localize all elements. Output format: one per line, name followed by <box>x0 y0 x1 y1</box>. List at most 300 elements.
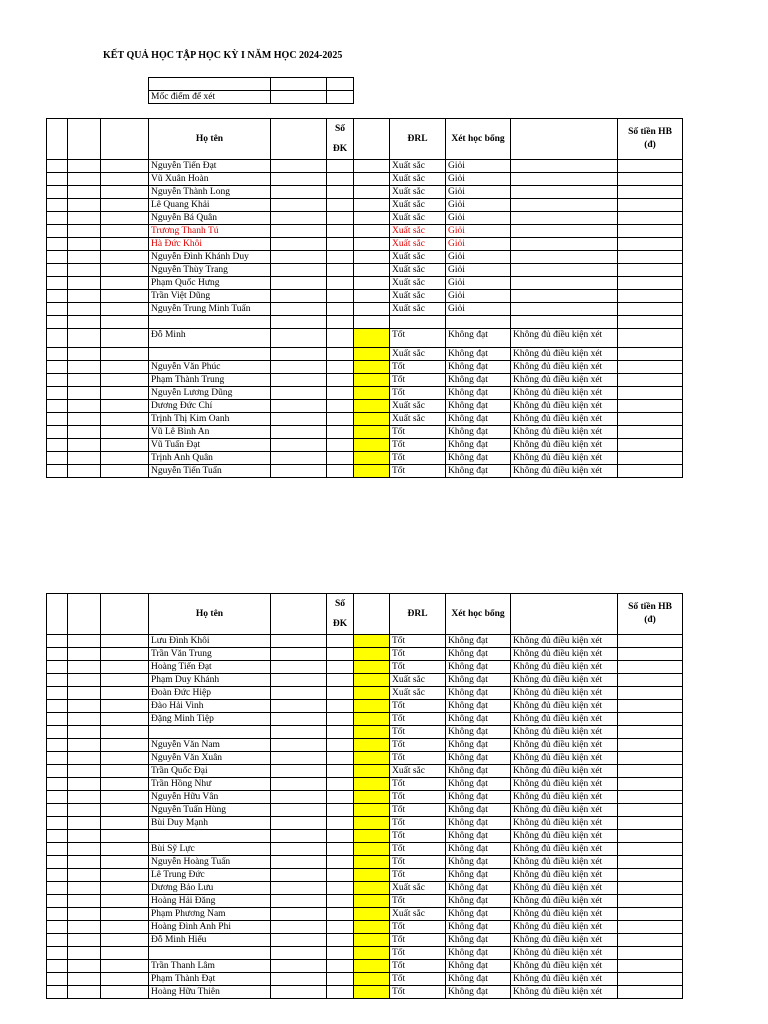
note-cell: Không đủ điều kiện xét <box>511 947 618 960</box>
cell <box>101 348 149 361</box>
student-name-cell: Nguyễn Thành Long <box>149 186 271 199</box>
cell <box>101 934 149 947</box>
student-name-cell: Phạm Thành Trung <box>149 374 271 387</box>
scholarship-result-cell: Không đạt <box>446 648 511 661</box>
table-row <box>47 856 683 869</box>
cell <box>271 908 327 921</box>
highlight-cell <box>354 973 390 986</box>
note-cell <box>511 160 618 173</box>
amount-cell <box>618 212 683 225</box>
cell <box>271 426 327 439</box>
cell <box>47 908 68 921</box>
note-cell: Không đủ điều kiện xét <box>511 700 618 713</box>
table-row <box>47 238 683 251</box>
drl-cell: Tốt <box>390 843 446 856</box>
student-name-cell: Bùi Sỹ Lực <box>149 843 271 856</box>
cell <box>271 290 327 303</box>
amount-cell <box>618 374 683 387</box>
cell <box>68 752 101 765</box>
scholarship-result-cell: Không đạt <box>446 856 511 869</box>
reference-score-table <box>148 77 354 104</box>
cell <box>101 661 149 674</box>
table-row <box>47 960 683 973</box>
so-dk-cell <box>327 348 354 361</box>
cell <box>101 413 149 426</box>
header-dk: ĐK <box>332 619 348 629</box>
table-row <box>47 199 683 212</box>
cell <box>101 830 149 843</box>
cell <box>271 726 327 739</box>
cell <box>47 303 68 316</box>
so-dk-cell <box>327 635 354 648</box>
note-cell <box>511 316 618 329</box>
amount-cell <box>618 687 683 700</box>
so-dk-cell <box>327 921 354 934</box>
cell <box>271 869 327 882</box>
table-row <box>47 752 683 765</box>
cell <box>101 700 149 713</box>
student-name-cell: Nguyễn Văn Xuân <box>149 752 271 765</box>
cell <box>68 791 101 804</box>
drl-cell: Xuất sắc <box>390 277 446 290</box>
so-dk-cell <box>327 264 354 277</box>
highlight-cell <box>354 700 390 713</box>
scholarship-result-cell: Giỏi <box>446 160 511 173</box>
highlight-cell <box>354 752 390 765</box>
note-cell: Không đủ điều kiện xét <box>511 960 618 973</box>
note-cell: Không đủ điều kiện xét <box>511 921 618 934</box>
cell <box>271 238 327 251</box>
note-cell: Không đủ điều kiện xét <box>511 687 618 700</box>
scholarship-result-cell: Không đạt <box>446 674 511 687</box>
note-cell: Không đủ điều kiện xét <box>511 400 618 413</box>
cell <box>47 895 68 908</box>
cell <box>271 78 327 91</box>
table-row <box>47 439 683 452</box>
drl-cell: Tốt <box>390 960 446 973</box>
cell <box>68 387 101 400</box>
drl-cell: Xuất sắc <box>390 186 446 199</box>
cell <box>47 843 68 856</box>
student-name-cell: Đào Hải Vinh <box>149 700 271 713</box>
scholarship-result-cell: Không đạt <box>446 452 511 465</box>
cell <box>271 329 327 348</box>
amount-cell <box>618 277 683 290</box>
cell <box>47 426 68 439</box>
student-name-cell: Nguyễn Tiến Đạt <box>149 160 271 173</box>
so-dk-cell <box>327 160 354 173</box>
note-cell <box>511 238 618 251</box>
table-row <box>47 700 683 713</box>
cell <box>271 986 327 999</box>
highlight-cell <box>354 413 390 426</box>
drl-cell: Xuất sắc <box>390 348 446 361</box>
cell <box>47 648 68 661</box>
cell <box>68 290 101 303</box>
amount-cell <box>618 290 683 303</box>
cell <box>101 160 149 173</box>
so-dk-cell <box>327 329 354 348</box>
cell <box>47 765 68 778</box>
table-row <box>47 765 683 778</box>
cell <box>101 316 149 329</box>
cell <box>47 225 68 238</box>
table-row <box>47 804 683 817</box>
student-name-cell: Trần Quốc Đại <box>149 765 271 778</box>
scholarship-result-cell: Giỏi <box>446 277 511 290</box>
so-dk-cell <box>327 817 354 830</box>
cell <box>271 413 327 426</box>
highlight-cell <box>354 986 390 999</box>
cell <box>47 726 68 739</box>
cell <box>47 173 68 186</box>
amount-cell <box>618 778 683 791</box>
drl-cell: Xuất sắc <box>390 765 446 778</box>
cell <box>47 882 68 895</box>
highlight-cell <box>354 947 390 960</box>
cell <box>68 465 101 478</box>
cell <box>101 173 149 186</box>
student-name-cell: Phạm Duy Khánh <box>149 674 271 687</box>
table-row <box>47 882 683 895</box>
highlight-cell <box>354 843 390 856</box>
reference-label: Mốc điểm để xét <box>149 91 271 104</box>
cell <box>101 400 149 413</box>
table-row <box>47 316 683 329</box>
student-name-cell: Phạm Quốc Hưng <box>149 277 271 290</box>
cell <box>68 739 101 752</box>
amount-cell <box>618 960 683 973</box>
cell <box>47 804 68 817</box>
cell <box>47 700 68 713</box>
amount-cell <box>618 674 683 687</box>
student-name-cell: Nguyễn Văn Phúc <box>149 361 271 374</box>
highlight-cell <box>354 960 390 973</box>
scholarship-result-cell: Không đạt <box>446 843 511 856</box>
cell <box>271 934 327 947</box>
scholarship-result-cell: Không đạt <box>446 934 511 947</box>
table-row <box>47 186 683 199</box>
so-dk-cell <box>327 212 354 225</box>
amount-cell <box>618 348 683 361</box>
table-row <box>47 329 683 348</box>
table-row <box>47 817 683 830</box>
note-cell <box>511 264 618 277</box>
cell <box>101 817 149 830</box>
note-cell: Không đủ điều kiện xét <box>511 869 618 882</box>
cell <box>47 452 68 465</box>
table-row <box>47 361 683 374</box>
cell <box>101 908 149 921</box>
cell <box>271 452 327 465</box>
cell <box>101 869 149 882</box>
amount-cell <box>618 400 683 413</box>
cell <box>271 225 327 238</box>
student-name-cell <box>149 830 271 843</box>
note-cell: Không đủ điều kiện xét <box>511 765 618 778</box>
cell <box>68 817 101 830</box>
so-dk-cell <box>327 986 354 999</box>
cell <box>68 856 101 869</box>
cell <box>47 739 68 752</box>
drl-cell: Tốt <box>390 752 446 765</box>
highlight-cell <box>354 160 390 173</box>
table-row <box>47 778 683 791</box>
scholarship-result-cell: Không đạt <box>446 713 511 726</box>
cell <box>68 674 101 687</box>
cell <box>101 960 149 973</box>
student-name-cell: Nguyễn Hữu Vân <box>149 791 271 804</box>
drl-cell: Tốt <box>390 895 446 908</box>
drl-cell: Tốt <box>390 635 446 648</box>
table-row <box>47 713 683 726</box>
scholarship-result-cell: Không đạt <box>446 439 511 452</box>
cell <box>271 921 327 934</box>
cell <box>47 674 68 687</box>
cell <box>511 119 618 160</box>
cell <box>271 173 327 186</box>
cell <box>271 960 327 973</box>
cell <box>68 947 101 960</box>
table-row <box>47 908 683 921</box>
table-row <box>47 348 683 361</box>
cell <box>68 439 101 452</box>
cell <box>47 413 68 426</box>
cell <box>271 361 327 374</box>
cell <box>47 986 68 999</box>
so-dk-cell <box>327 765 354 778</box>
cell <box>47 947 68 960</box>
scholarship-result-cell: Không đạt <box>446 895 511 908</box>
drl-cell: Xuất sắc <box>390 251 446 264</box>
cell <box>271 348 327 361</box>
cell <box>101 290 149 303</box>
scholarship-result-cell: Không đạt <box>446 400 511 413</box>
highlight-cell <box>354 661 390 674</box>
so-dk-cell <box>327 804 354 817</box>
amount-cell <box>618 173 683 186</box>
scholarship-result-cell: Không đạt <box>446 778 511 791</box>
note-cell: Không đủ điều kiện xét <box>511 674 618 687</box>
note-cell: Không đủ điều kiện xét <box>511 908 618 921</box>
cell <box>271 778 327 791</box>
note-cell: Không đủ điều kiện xét <box>511 465 618 478</box>
cell <box>47 264 68 277</box>
table-row <box>47 947 683 960</box>
cell <box>68 426 101 439</box>
scholarship-result-cell: Giỏi <box>446 264 511 277</box>
so-dk-cell <box>327 452 354 465</box>
so-dk-cell <box>327 947 354 960</box>
scholarship-result-cell <box>446 316 511 329</box>
cell <box>271 843 327 856</box>
cell <box>101 465 149 478</box>
cell <box>47 348 68 361</box>
cell <box>511 594 618 635</box>
table-row <box>47 264 683 277</box>
cell <box>101 739 149 752</box>
drl-cell: Xuất sắc <box>390 290 446 303</box>
table-row <box>47 635 683 648</box>
cell <box>68 316 101 329</box>
highlight-cell <box>354 765 390 778</box>
highlight-cell <box>354 452 390 465</box>
drl-cell: Xuất sắc <box>390 199 446 212</box>
cell <box>47 439 68 452</box>
cell <box>271 973 327 986</box>
note-cell: Không đủ điều kiện xét <box>511 986 618 999</box>
so-dk-cell <box>327 778 354 791</box>
cell <box>47 290 68 303</box>
cell <box>271 882 327 895</box>
scholarship-result-cell: Không đạt <box>446 426 511 439</box>
highlight-cell <box>354 199 390 212</box>
drl-cell: Xuất sắc <box>390 908 446 921</box>
cell <box>101 726 149 739</box>
drl-cell: Tốt <box>390 648 446 661</box>
scholarship-result-cell: Giỏi <box>446 225 511 238</box>
so-dk-cell <box>327 400 354 413</box>
cell <box>101 921 149 934</box>
so-dk-cell <box>327 303 354 316</box>
highlight-cell <box>354 921 390 934</box>
header-so-tien-hb <box>618 119 683 160</box>
student-name-cell: Nguyễn Bá Quân <box>149 212 271 225</box>
cell <box>271 947 327 960</box>
highlight-cell <box>354 348 390 361</box>
highlight-cell <box>354 869 390 882</box>
amount-cell <box>618 843 683 856</box>
scholarship-result-cell: Không đạt <box>446 921 511 934</box>
header-dk: ĐK <box>332 144 348 154</box>
table-row <box>47 173 683 186</box>
cell <box>68 765 101 778</box>
drl-cell: Tốt <box>390 387 446 400</box>
scholarship-result-cell: Không đạt <box>446 947 511 960</box>
so-dk-cell <box>327 277 354 290</box>
cell <box>68 960 101 973</box>
student-name-cell: Nguyễn Tuấn Hùng <box>149 804 271 817</box>
scholarship-result-cell: Không đạt <box>446 960 511 973</box>
note-cell: Không đủ điều kiện xét <box>511 791 618 804</box>
so-dk-cell <box>327 713 354 726</box>
note-cell: Không đủ điều kiện xét <box>511 934 618 947</box>
drl-cell: Tốt <box>390 374 446 387</box>
cell <box>68 251 101 264</box>
table-row <box>47 791 683 804</box>
scholarship-result-cell: Không đạt <box>446 869 511 882</box>
highlight-cell <box>354 329 390 348</box>
cell <box>271 303 327 316</box>
cell <box>271 387 327 400</box>
cell <box>101 687 149 700</box>
student-name-cell: Vũ Xuân Hoàn <box>149 173 271 186</box>
cell <box>47 960 68 973</box>
cell <box>68 700 101 713</box>
note-cell: Không đủ điều kiện xét <box>511 635 618 648</box>
note-cell: Không đủ điều kiện xét <box>511 752 618 765</box>
highlight-cell <box>354 895 390 908</box>
cell <box>101 329 149 348</box>
header-xet-hoc-bong: Xét học bổng <box>446 119 511 160</box>
note-cell: Không đủ điều kiện xét <box>511 882 618 895</box>
drl-cell: Tốt <box>390 973 446 986</box>
highlight-cell <box>354 186 390 199</box>
amount-cell <box>618 947 683 960</box>
amount-cell <box>618 238 683 251</box>
drl-cell: Tốt <box>390 426 446 439</box>
cell <box>101 277 149 290</box>
cell <box>327 91 354 104</box>
drl-cell: Tốt <box>390 869 446 882</box>
cell <box>68 869 101 882</box>
amount-cell <box>618 700 683 713</box>
table-row <box>47 303 683 316</box>
header-so-dk <box>327 594 354 635</box>
cell <box>101 186 149 199</box>
so-dk-cell <box>327 726 354 739</box>
highlight-cell <box>354 830 390 843</box>
highlight-cell <box>354 264 390 277</box>
scholarship-result-cell: Không đạt <box>446 765 511 778</box>
cell <box>68 594 101 635</box>
cell <box>271 199 327 212</box>
scholarship-result-cell: Không đạt <box>446 739 511 752</box>
drl-cell: Tốt <box>390 986 446 999</box>
student-name-cell: Hoàng Hải Đăng <box>149 895 271 908</box>
amount-cell <box>618 791 683 804</box>
table-row <box>47 986 683 999</box>
note-cell <box>511 290 618 303</box>
note-cell: Không đủ điều kiện xét <box>511 895 618 908</box>
drl-cell: Tốt <box>390 439 446 452</box>
drl-cell: Tốt <box>390 700 446 713</box>
cell <box>271 91 327 104</box>
amount-cell <box>618 882 683 895</box>
highlight-cell <box>354 303 390 316</box>
table-row <box>47 212 683 225</box>
cell <box>101 752 149 765</box>
cell <box>271 374 327 387</box>
cell <box>271 830 327 843</box>
scholarship-result-cell: Không đạt <box>446 882 511 895</box>
scholarship-result-cell: Giỏi <box>446 238 511 251</box>
drl-cell: Xuất sắc <box>390 882 446 895</box>
table-row <box>47 413 683 426</box>
drl-cell: Tốt <box>390 804 446 817</box>
header-drl: ĐRL <box>390 119 446 160</box>
student-name-cell <box>149 316 271 329</box>
note-cell: Không đủ điều kiện xét <box>511 778 618 791</box>
results-table-1-body <box>47 119 683 478</box>
cell <box>68 413 101 426</box>
note-cell: Không đủ điều kiện xét <box>511 439 618 452</box>
note-cell: Không đủ điều kiện xét <box>511 661 618 674</box>
amount-cell <box>618 752 683 765</box>
cell <box>149 78 271 91</box>
student-name-cell: Dương Bảo Lưu <box>149 882 271 895</box>
so-dk-cell <box>327 465 354 478</box>
student-name-cell: Nguyễn Hoàng Tuấn <box>149 856 271 869</box>
cell <box>101 765 149 778</box>
so-dk-cell <box>327 752 354 765</box>
scholarship-result-cell: Giỏi <box>446 251 511 264</box>
cell <box>101 119 149 160</box>
scholarship-result-cell: Không đạt <box>446 413 511 426</box>
highlight-cell <box>354 804 390 817</box>
header-drl: ĐRL <box>390 594 446 635</box>
student-name-cell: Nguyễn Thùy Trang <box>149 264 271 277</box>
